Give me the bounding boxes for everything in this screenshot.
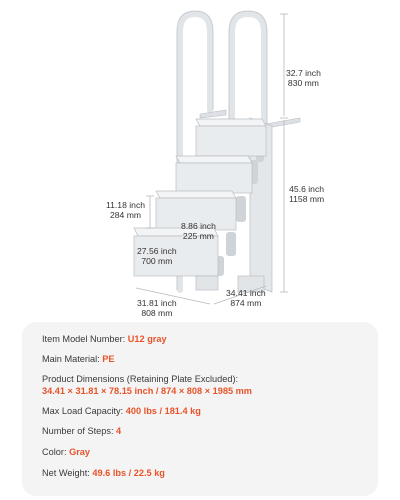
spec-label: Item Model Number: xyxy=(42,334,128,344)
dimension-inch: 32.7 inch xyxy=(286,68,321,78)
dimension-mm: 700 mm xyxy=(141,256,173,266)
dimension-inch: 31.81 inch xyxy=(137,298,177,308)
spec-label: Net Weight: xyxy=(42,468,93,478)
total-width-label xyxy=(226,288,266,308)
dimension-mm: 874 mm xyxy=(230,298,262,308)
total-height-label xyxy=(289,184,324,204)
dimension-inch: 27.56 inch xyxy=(137,246,177,256)
spec-model-number xyxy=(42,333,167,345)
spec-value: 49.6 lbs / 22.5 kg xyxy=(92,468,165,478)
dimension-inch: 11.18 inch xyxy=(106,200,146,210)
spec-max-load xyxy=(42,405,201,417)
step-depth-label xyxy=(181,221,216,241)
top-height-label xyxy=(286,68,321,88)
spec-dimensions xyxy=(42,373,252,397)
spec-value: PE xyxy=(102,354,115,364)
spec-label: Number of Steps: xyxy=(42,426,117,436)
spec-color xyxy=(42,446,90,458)
spec-value: U12 gray xyxy=(127,334,167,344)
dimension-mm: 1158 mm xyxy=(289,194,325,204)
dimension-mm: 808 mm xyxy=(141,308,173,318)
dimension-mm: 284 mm xyxy=(109,210,142,220)
step-height-label xyxy=(106,200,145,220)
spec-value: 4 xyxy=(116,426,122,436)
spec-value: Gray xyxy=(69,447,91,457)
dimension-inch: 8.86 inch xyxy=(181,221,216,231)
spec-label: Main Material: xyxy=(42,354,103,364)
spec-label: Color: xyxy=(42,447,70,457)
spec-label: Product Dimensions (Retaining Plate Excluded): xyxy=(42,374,239,384)
base-width-label xyxy=(137,246,177,266)
dimension-inch: 45.6 inch xyxy=(289,184,325,194)
dimension-mm: 225 mm xyxy=(182,231,214,241)
spec-label: Max Load Capacity: xyxy=(42,406,126,416)
spec-value: 34.41 × 31.81 × 78.15 inch / 874 × 808 × 1985 mm xyxy=(42,386,252,396)
spec-net-weight xyxy=(42,467,165,479)
dimension-inch: 34.41 inch xyxy=(226,288,266,298)
spec-value: 400 lbs / 181.4 kg xyxy=(125,406,201,416)
spec-material xyxy=(42,353,115,365)
steps xyxy=(134,119,266,292)
spec-steps xyxy=(42,425,121,437)
side-depth-label xyxy=(137,298,177,318)
dimension-mm: 830 mm xyxy=(287,78,319,88)
